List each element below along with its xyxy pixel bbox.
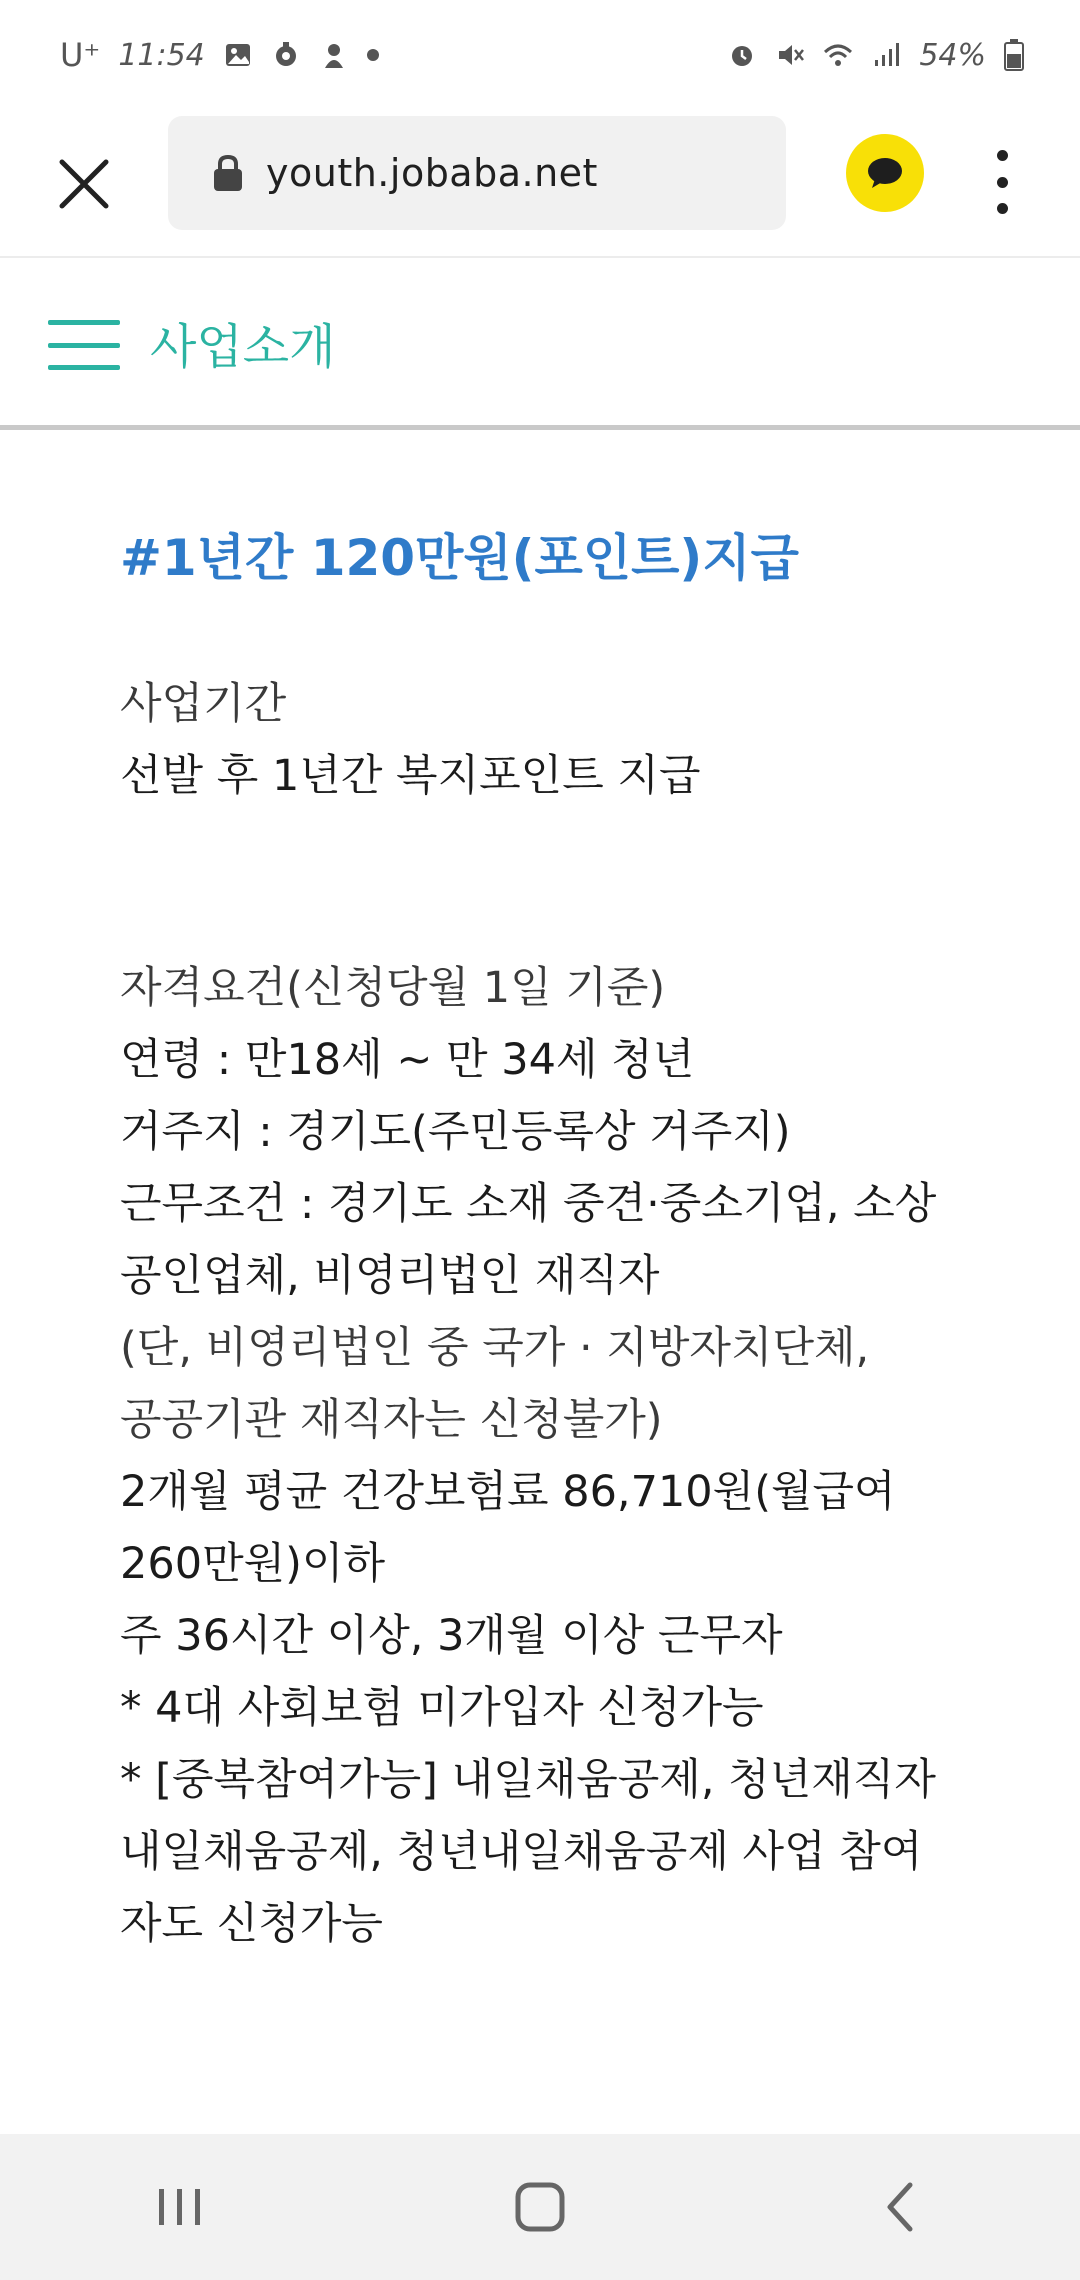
system-nav-bar [0,2134,1080,2280]
qualification-line: 주 36시간 이상, 3개월 이상 근무자 [120,1611,783,1661]
gallery-icon [223,40,253,70]
hamburger-line [48,365,120,370]
battery-icon [1004,39,1024,71]
kakaotalk-icon [865,155,905,191]
period-value: 선발 후 1년간 복지포인트 지급 [120,751,701,801]
qualification-line: 2개월 평균 건강보험료 86,710원(월급여 [120,1467,896,1517]
pin-icon [271,40,301,70]
qualification-note: 공공기관 재직자는 신청불가) [120,1395,663,1445]
qualification-section [120,952,980,1960]
recent-apps-button[interactable] [120,2157,240,2257]
browser-toolbar [0,110,1080,258]
alarm-icon [727,40,757,70]
mute-icon [775,40,805,70]
status-bar-right [727,38,1024,73]
hamburger-line [48,343,120,348]
qualification-line: 연령 : 만18세 ~ 만 34세 청년 [120,1035,695,1085]
period-section [120,668,980,812]
notification-dot [367,49,379,61]
site-header [0,258,1080,430]
address-bar[interactable] [168,116,786,230]
status-bar [0,0,1080,110]
qualification-line: 거주지 : 경기도(주민등록상 거주지) [120,1107,791,1157]
qualification-line: * 4대 사회보험 미가입자 신청가능 [120,1683,764,1733]
kakaotalk-button[interactable] [846,134,924,212]
page-title: 사업소개 [150,319,336,375]
qualification-line: 자도 신청가능 [120,1899,383,1949]
main-content [120,520,980,1960]
back-icon [882,2181,918,2233]
url-text: youth.jobaba.net [266,151,598,195]
wifi-icon [823,40,853,70]
hamburger-icon[interactable] [48,320,120,370]
close-icon[interactable] [52,152,116,216]
qualification-line: 260만원)이하 [120,1539,386,1589]
qualification-line: 공인업체, 비영리법인 재직자 [120,1251,660,1301]
battery-percent: 54% [919,37,986,73]
home-button[interactable] [480,2157,600,2257]
more-dot [997,150,1008,161]
lock-icon [212,154,244,192]
qualification-line: 근무조건 : 경기도 소재 중견·중소기업, 소상 [120,1179,937,1229]
qualification-label: 자격요건(신청당월 1일 기준) [120,963,666,1013]
clock: 11:54 [118,37,205,73]
status-bar-left [60,36,379,74]
period-label: 사업기간 [120,679,287,729]
spacer [120,812,980,952]
more-dot [997,177,1008,188]
recent-apps-icon [155,2185,205,2229]
home-icon [514,2181,566,2233]
back-button[interactable] [840,2157,960,2257]
carrier-label: U⁺ [60,36,101,74]
qualification-line: 내일채움공제, 청년내일채움공제 사업 참여 [120,1827,923,1877]
qualification-line: * [중복참여가능] 내일채움공제, 청년재직자 [120,1755,936,1805]
qualification-note: (단, 비영리법인 중 국가 · 지방자치단체, [120,1323,870,1373]
signal-icon [871,40,901,70]
more-vert-icon[interactable] [978,146,1026,218]
hamburger-line [48,320,120,325]
bot-icon [319,40,349,70]
more-dot [997,203,1008,214]
headline: #1년간 120만원(포인트)지급 [120,529,799,587]
